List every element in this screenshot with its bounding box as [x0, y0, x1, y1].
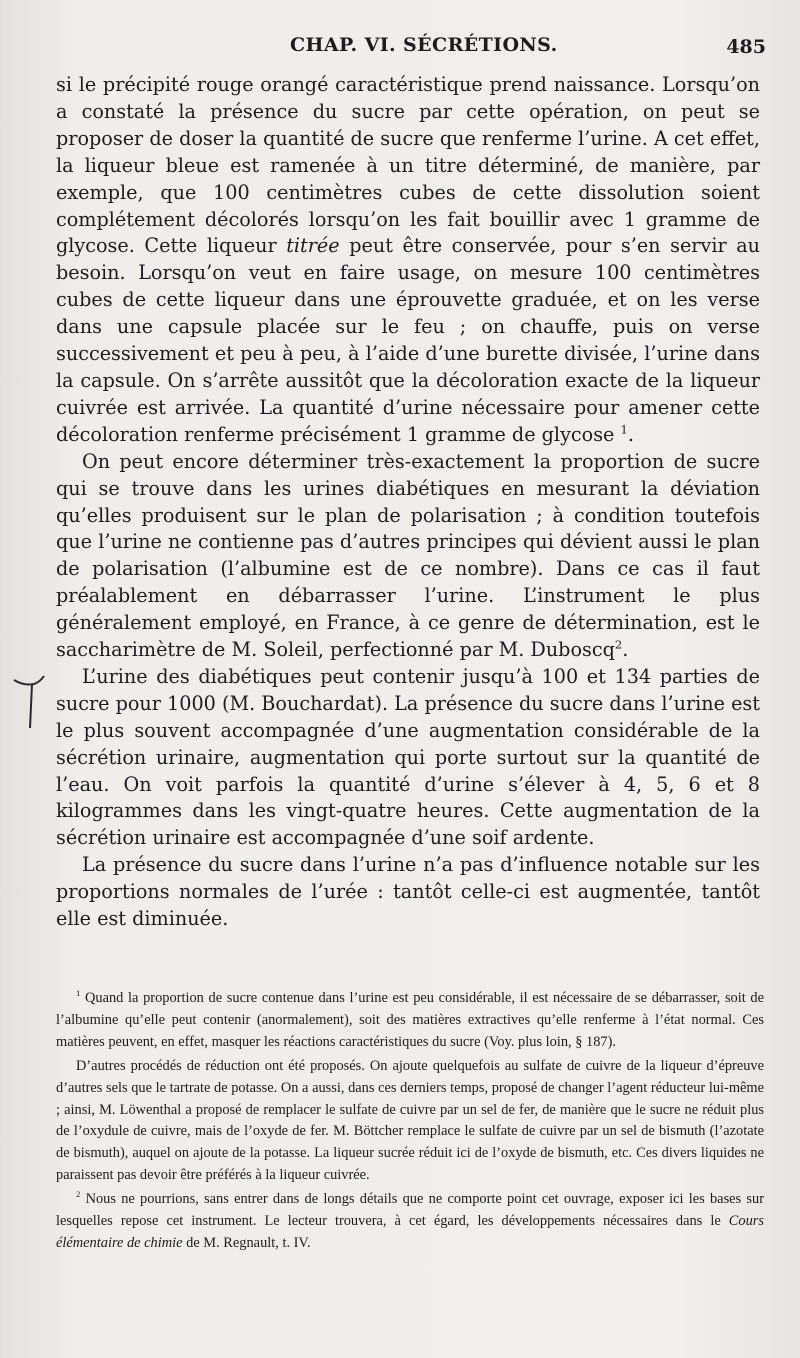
page-number: 485: [726, 36, 766, 58]
footnote-2-mark: 2: [76, 1189, 81, 1200]
paragraph-2-end: .: [622, 638, 629, 662]
paragraph-1-end: .: [627, 422, 634, 446]
footnote-1-continued: D’autres procédés de réduction ont été proposés. On ajoute quelquefois au sulfate de cuivre de la liqueur d’épreuve d’autres sels que le tartrate de potasse. On a aussi, dans ces derniers temps, proposé de changer l’agent réducteur lui-même ; ainsi, M. Löwenthal a proposé de remplacer le sulfate de cuivre par un sel de fer, de manière que le sucre ne réduit plus de l’oxydule de cuivre, mais de l’oxyde de fer. M. Böttcher remplace le sulfate de cuivre par un sel de bismuth (l’azotate de bismuth), auquel on ajoute de la potasse. La liqueur sucrée réduit ici de l’oxyde de bismuth, etc. Ces divers liquides ne paraissent pas devoir être préférés à la liqueur cuivrée.: [56, 1057, 764, 1184]
footnote-2-italic-title: Cours élémentaire de chimie: [56, 1213, 764, 1251]
paragraph-3: L’urine des diabétiques peut contenir jusqu’à 100 et 134 parties de sucre pour 1000 (M. Bouchardat). La présence du sucre dans l’urine est le plus souvent accompagnée d’une augmentation considérable de la sécrétion urinaire, augmentation qui porte surtout sur la quantité de l’eau. On voit parfois la quantité d’urine s’élever à 4, 5, 6 et 8 kilogrammes dans les vingt-quatre heures. Cette augmentation de la sécrétion urinaire est accompagnée d’une soif ardente.: [56, 664, 760, 850]
paragraph-1: [56, 72, 760, 449]
page-header: [0, 34, 800, 62]
paragraph-1-text-rest: peut être conservée, pour s’en servir au besoin. Lorsqu’on veut en faire usage, on mesure 100 centimètres cubes de cette liqueur dans une éprouvette graduée, et on les verse dans une capsule placée sur le feu ; on chauffe, puis on verse successivement et peu à peu, à l’aide d’une burette divisée, l’urine dans la capsule. On s’arrête aussitôt que la décoloration exacte de la liqueur cuivrée est arrivée. La quantité d’urine nécessaire pour amener cette décoloration renferme précisément 1 gramme de glycose: [56, 234, 760, 446]
footnotes: [56, 988, 764, 1257]
footnote-1-text: Quand la proportion de sucre contenue dans l’urine est peu considérable, il est nécessaire de se débarrasser, soit de l’albumine qu’elle peut contenir (anormalement), soit des matières extractives qu’elle renferme à l’état normal. Ces matières peuvent, en effet, masquer les réactions caractéristiques du sucre (Voy. plus loin, § 187).: [56, 990, 764, 1050]
footnote-1-mark: 1: [76, 988, 81, 999]
paragraph-2-text: On peut encore déterminer très-exactement la proportion de sucre qui se trouve dans les urines diabétiques en mesurant la déviation qu’elles produisent sur le plan de polarisation ; à condition toutefois que l’urine ne contienne pas d’autres principes qui dévient aussi le plan de polarisation (l’albumine est de ce nombre). Dans ce cas il faut préalablement en débarrasser l’urine. L’instrument le plus généralement employé, en France, à ce genre de détermination, est le saccharimètre de M. Soleil, perfectionné par M. Duboscq: [56, 449, 760, 662]
paragraph-4: La présence du sucre dans l’urine n’a pas d’influence notable sur les proportions normales de l’urée : tantôt celle-ci est augmentée, tantôt elle est diminuée.: [56, 853, 760, 931]
paragraph-2: [56, 449, 760, 664]
footnote-1: [56, 988, 764, 1054]
footnote-ref-1: 1: [620, 422, 628, 437]
margin-annotation-mark: [10, 672, 50, 732]
main-text: [56, 72, 760, 933]
footnote-2-text: Nous ne pourrions, sans entrer dans de longs détails que ne comporte point cet ouvrage, exposer ici les bases sur lesquelles repose cet instrument. Le lecteur trouvera, à cet égard, les développements nécessaires dans le: [56, 1191, 764, 1230]
paragraph-1-text: si le précipité rouge orangé caractéristique prend naissance. Lorsqu’on a constaté la présence du sucre par cette opération, on peut se proposer de doser la quantité de sucre que renferme l’urine. A cet effet, la liqueur bleue est ramenée à un titre déterminé, de manière, par exemple, que 100 centimètres cubes de cette dissolution soient complétement décolorés lorsqu’on les fait bouillir avec 1 gramme de glycose. Cette liqueur: [56, 73, 760, 258]
running-head: CHAP. VI. SÉCRÉTIONS.: [290, 34, 558, 56]
footnote-ref-2: 2: [614, 637, 623, 652]
footnote-2-end: de M. Regnault, t. IV.: [182, 1234, 311, 1251]
paragraph-1-italic: titrée: [286, 234, 340, 258]
footnote-2: [56, 1189, 764, 1255]
